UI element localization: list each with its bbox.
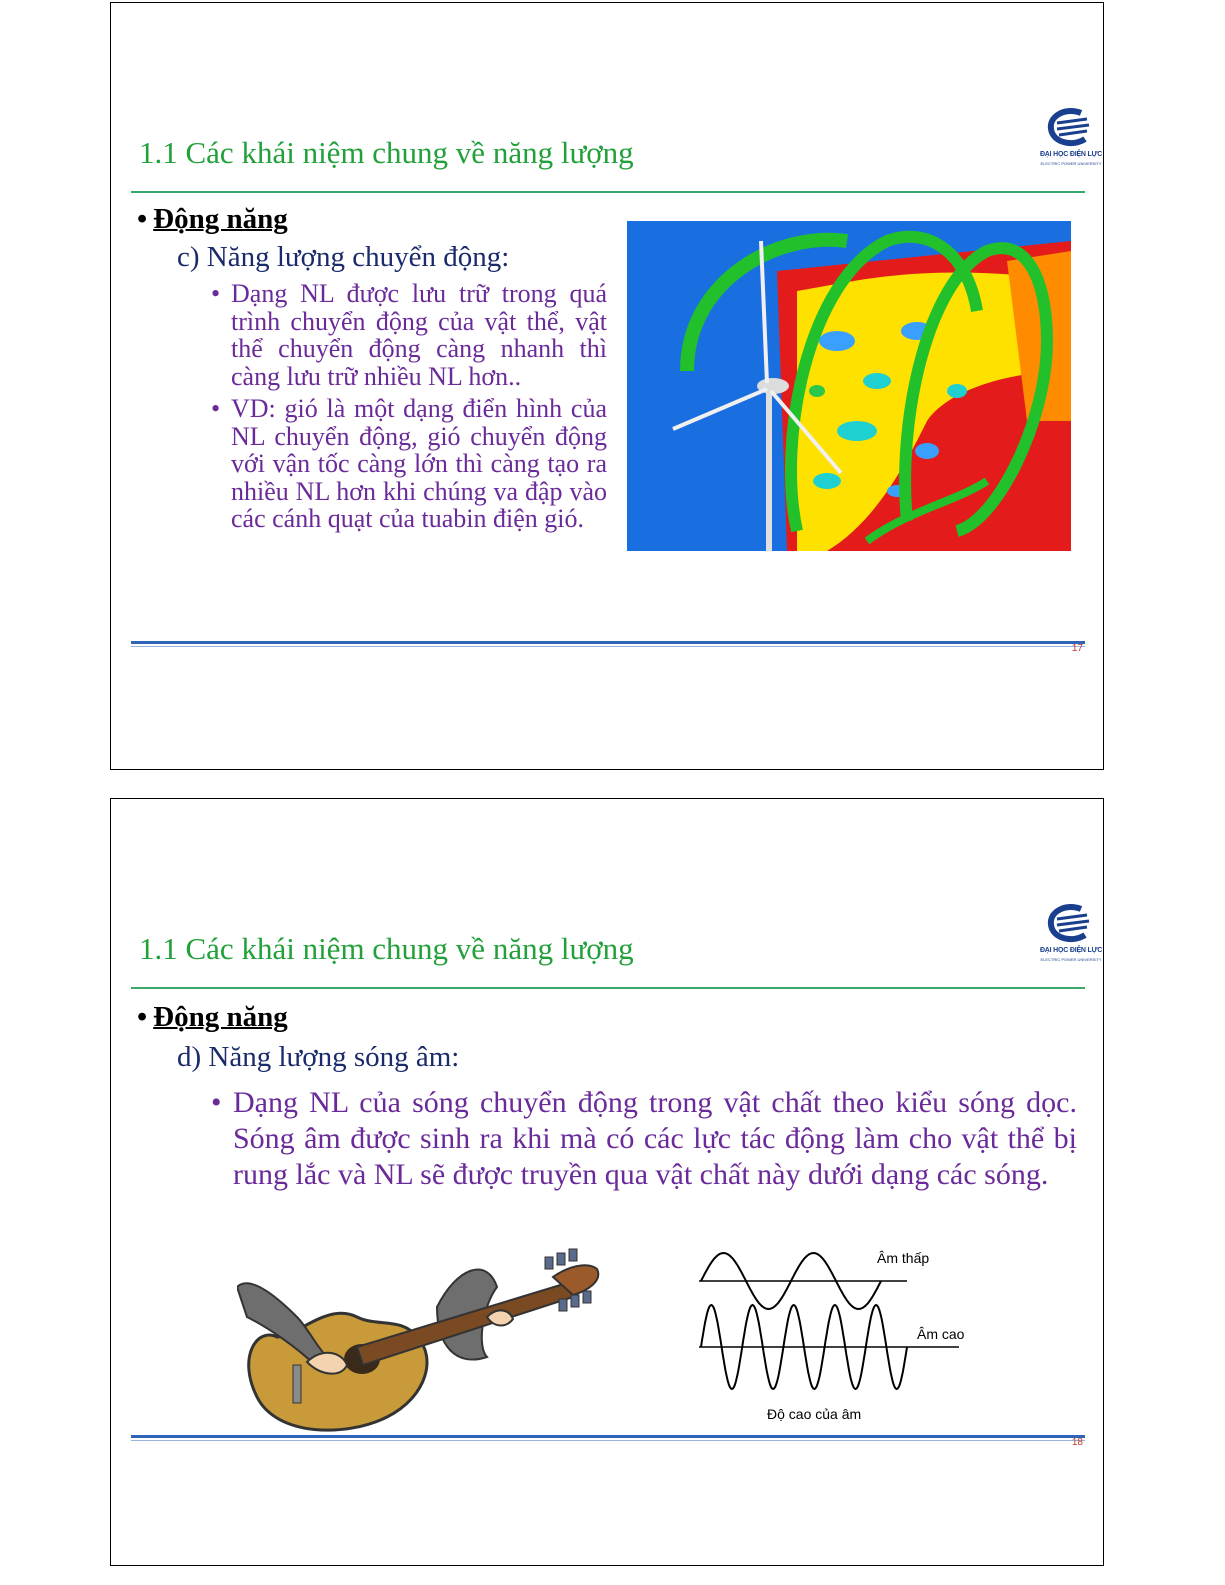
logo-text: ĐẠI HỌC ĐIỆN LỰC xyxy=(1039,947,1103,954)
sub-heading: d) Năng lượng sóng âm: xyxy=(177,1041,460,1073)
slide-title: 1.1 Các khái niệm chung về năng lượng xyxy=(139,135,634,170)
slide-18 xyxy=(110,798,1104,1566)
footer-divider xyxy=(131,641,1085,644)
logo-subtext: ELECTRIC POWER UNIVERSITY xyxy=(1040,957,1102,962)
footer-divider-thin xyxy=(131,646,1085,647)
high-pitch-label: Âm cao xyxy=(917,1326,965,1342)
list-item: • Dạng NL được lưu trữ trong quá trình chuyển động của vật thể, vật thể chuyển động càng nhanh thì càng lưu trữ nhiều NL hơn.. xyxy=(211,280,607,390)
list-item: • VD: gió là một dạng điển hình của NL chuyển động, gió chuyển động với vận tốc càng lớn thì càng tạo ra nhiều NL hơn khi chúng va đập vào các cánh quạt của tuabin điện gió. xyxy=(211,395,607,533)
main-bullet-label: Động năng xyxy=(153,1001,288,1033)
footer-divider-thin xyxy=(131,1440,1085,1441)
university-logo xyxy=(1037,903,1105,967)
university-logo xyxy=(1037,107,1105,171)
slide-17 xyxy=(110,2,1104,770)
sound-wave-diagram xyxy=(697,1247,987,1427)
wind-turbine-image xyxy=(627,221,1071,551)
logo-subtext: ELECTRIC POWER UNIVERSITY xyxy=(1040,161,1102,166)
main-bullet-label: Động năng xyxy=(153,203,288,235)
bullet-list xyxy=(211,280,607,533)
logo-icon xyxy=(1037,107,1105,151)
sub-heading: c) Năng lượng chuyển động: xyxy=(177,241,510,273)
bullet-list xyxy=(211,1085,1077,1193)
logo-icon xyxy=(1037,903,1105,947)
page-number: 17 xyxy=(1071,643,1083,654)
footer-divider xyxy=(131,1435,1085,1438)
title-divider xyxy=(131,191,1085,193)
main-bullet: • Động năng xyxy=(137,203,288,235)
page-number: 18 xyxy=(1071,1437,1083,1448)
logo-text: ĐẠI HỌC ĐIỆN LỰC xyxy=(1039,151,1103,158)
guitar-image xyxy=(237,1247,607,1437)
low-pitch-label: Âm thấp xyxy=(877,1250,930,1266)
slide-title: 1.1 Các khái niệm chung về năng lượng xyxy=(139,931,634,966)
main-bullet: • Động năng xyxy=(137,1001,288,1033)
list-item: • Dạng NL của sóng chuyển động trong vật chất theo kiểu sóng dọc. Sóng âm được sinh ra khi mà có các lực tác động làm cho vật thể bị rung lắc và NL sẽ được truyền qua vật chất này dưới dạng các sóng. xyxy=(211,1085,1077,1193)
wave-caption: Độ cao của âm xyxy=(767,1406,862,1422)
title-divider xyxy=(131,987,1085,989)
